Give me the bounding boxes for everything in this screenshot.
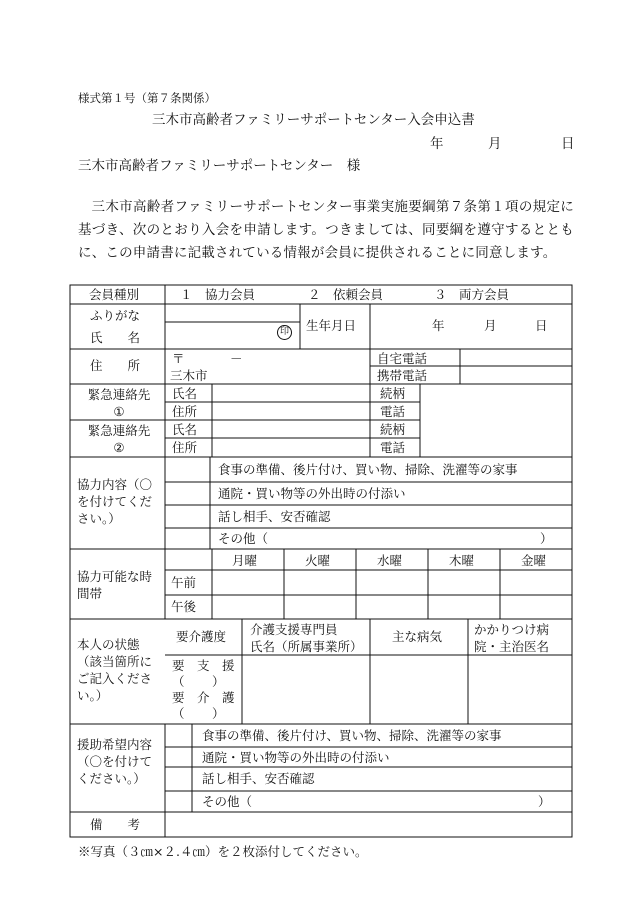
care-paren-close: ） [212, 706, 225, 721]
birth-day-label: 日 [535, 318, 548, 333]
home-phone-label: 自宅電話 [377, 351, 428, 366]
support-need-label: 要 支 援 [172, 658, 235, 673]
form-reference: 様式第１号（第７条関係） [78, 91, 216, 105]
assist-service-housework: 食事の準備、後片付け、買い物、掃除、洗濯等の家事 [202, 728, 502, 743]
postal-dash: － [230, 351, 243, 366]
emergency-contact-1-label: 緊急連絡先 ① [87, 387, 151, 419]
photo-note: ※写真（３㎝×２.４㎝）を２枚添付してください。 [78, 844, 368, 859]
weekday-fri: 金曜 [521, 553, 547, 568]
coop-service-check-in: 話し相手、安否確認 [218, 509, 331, 524]
available-time-label: 協力可能な時間帯 [77, 569, 153, 601]
weekday-tue: 火曜 [305, 553, 331, 568]
furigana-label: ふりがな [90, 308, 141, 323]
assistance-request-label: 援助希望内容（〇を付けてください。） [77, 737, 153, 786]
pm-label: 午後 [171, 599, 197, 614]
mobile-phone-label: 携帯電話 [377, 368, 428, 383]
coop-other-close: ） [540, 531, 553, 546]
em2-address-label: 住所 [172, 440, 198, 455]
intro-paragraph: 三木市高齢者ファミリーサポートセンター事業実施要綱第７条第１項の規定に基づき、次のとおり入会を申請します。つきましては、同要綱を遵守するとともに、この申請書に記載されている情報が会員に提供されることに同意します。 [78, 199, 574, 261]
support-paren-open: （ [172, 674, 185, 689]
em1-phone-label: 電話 [380, 404, 406, 419]
assist-service-escort: 通院・買い物等の外出時の付添い [202, 750, 390, 765]
assist-service-check-in: 話し相手、安否確認 [202, 771, 315, 786]
care-level-label: 要介護度 [176, 629, 227, 644]
date-year-label: 年 [430, 136, 444, 152]
member-type-cooperating[interactable]: １ 協力会員 [180, 287, 256, 302]
birthdate-label: 生年月日 [306, 318, 357, 333]
assist-service-other: その他（ [202, 794, 253, 809]
support-paren-close: ） [212, 674, 225, 689]
remarks-label: 備 考 [90, 817, 141, 832]
name-label: 氏 名 [90, 330, 141, 345]
em1-address-label: 住所 [172, 404, 198, 419]
assist-other-close: ） [538, 794, 551, 809]
coop-service-escort: 通院・買い物等の外出時の付添い [218, 486, 406, 501]
care-manager-label: 介護支援専門員 氏名（所属事業所） [250, 622, 363, 654]
main-illness-label: 主な病気 [392, 629, 443, 644]
am-label: 午前 [171, 575, 197, 590]
member-type-label: 会員種別 [89, 287, 140, 302]
doctor-label: かかりつけ病院・主治医名 [474, 622, 550, 654]
personal-status-label: 本人の状態（該当箇所にご記入ください。） [77, 637, 153, 703]
em1-name-label: 氏名 [172, 386, 198, 401]
postal-mark: 〒 [172, 351, 185, 366]
em2-phone-label: 電話 [380, 440, 406, 455]
date-month-label: 月 [488, 136, 502, 152]
coop-content-label: 協力内容（〇を付けてください。） [77, 477, 153, 526]
weekday-thu: 木曜 [449, 553, 475, 568]
member-type-requesting[interactable]: ２ 依頼会員 [308, 287, 384, 302]
member-type-both[interactable]: ３ 両方会員 [434, 287, 510, 302]
city-label: 三木市 [170, 368, 208, 383]
date-day-label: 日 [561, 136, 575, 152]
em1-relation-label: 続柄 [380, 386, 406, 401]
emergency-contact-2-label: 緊急連絡先 ② [87, 423, 151, 455]
coop-service-other: その他（ [218, 531, 269, 546]
care-need-label: 要 介 護 [172, 690, 235, 705]
care-paren-open: （ [172, 706, 185, 721]
address-label: 住 所 [90, 358, 141, 373]
weekday-wed: 水曜 [377, 553, 403, 568]
birth-year-label: 年 [432, 318, 445, 333]
weekday-mon: 月曜 [232, 553, 258, 568]
birth-month-label: 月 [484, 318, 497, 333]
coop-service-housework: 食事の準備、後片付け、買い物、掃除、洗濯等の家事 [218, 462, 518, 477]
em2-relation-label: 続柄 [380, 422, 406, 437]
seal-mark: 印 [277, 325, 292, 340]
page-title: 三木市高齢者ファミリーサポートセンター入会申込書 [152, 112, 475, 128]
em2-name-label: 氏名 [172, 422, 198, 437]
addressee: 三木市高齢者ファミリーサポートセンター 様 [78, 158, 361, 174]
